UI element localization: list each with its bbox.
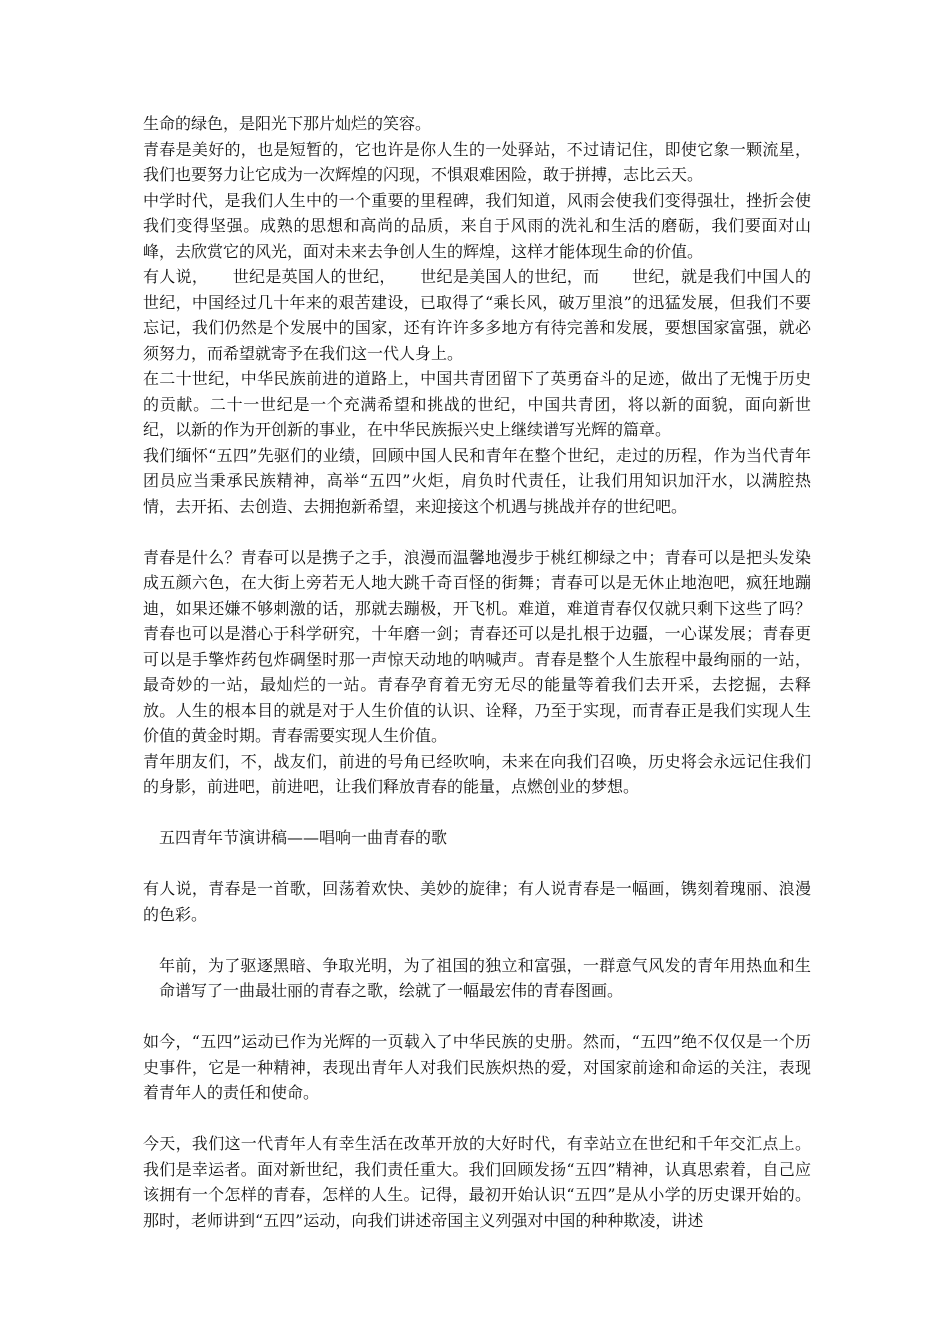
blank-line xyxy=(143,851,811,877)
blank-line xyxy=(143,1004,811,1030)
paragraph-5: 在二十世纪，中华民族前进的道路上，中国共青团留下了英勇奋斗的足迹，做出了无愧于历史的贡献。二十一世纪是一个充满希望和挑战的世纪，中国共青团，将以新的面貌，面向新世纪，以新的作为开创新的事业，在中华民族振兴史上继续谱写光辉的篇章。 xyxy=(143,369,811,439)
paragraph-4: 有人说， 世纪是英国人的世纪， 世纪是美国人的世纪，而 世纪，就是我们中国人的世纪，中国经过几十年来的艰苦建设，已取得了“乘长风，破万里浪”的迅猛发展，但我们不要忘记，我们仍然是个发展中的国家，还有许许多多地方有待完善和发展，要想国家富强，就必须努力，而希望就寄予在我们这一代人身上。 xyxy=(143,267,811,363)
blank-line xyxy=(143,800,811,826)
paragraph-8: 青年朋友们，不，战友们，前进的号角已经吹响，未来在向我们召唤，历史将会永远记住我们的身影，前进吧，前进吧，让我们释放青春的能量，点燃创业的梦想。 xyxy=(143,751,811,796)
paragraph-2: 青春是美好的，也是短暂的，它也许是你人生的一处驿站，不过请记住，即使它象一颗流星，我们也要努力让它成为一次辉煌的闪现，不惧艰难困险，敢于拼搏，志比云天。 xyxy=(143,139,811,184)
blank-line xyxy=(143,927,811,953)
paragraph-3: 中学时代，是我们人生中的一个重要的里程碑，我们知道，风雨会使我们变得强壮，挫折会使我们变得坚强。成熟的思想和高尚的品质，来自于风雨的洗礼和生活的磨砺，我们要面对山峰，去欣赏它的风光，面对未来去争创人生的辉煌，这样才能体现生命的价值。 xyxy=(143,190,811,261)
paragraph-6: 我们缅怀“五四”先驱们的业绩，回顾中国人民和青年在整个世纪，走过的历程，作为当代青年团员应当秉承民族精神，高举“五四”火炬，肩负时代责任，让我们用知识加汗水，以满腔热情，去开拓、去创造、去拥抱新希望，来迎接这个机遇与挑战并存的世纪吧。 xyxy=(143,445,811,516)
paragraph-9: 有人说，青春是一首歌，回荡着欢快、美妙的旋律；有人说青春是一幅画，镌刻着瑰丽、浪漫的色彩。 xyxy=(143,879,811,924)
paragraph-10: 年前，为了驱逐黑暗、争取光明，为了祖国的独立和富强，一群意气风发的青年用热血和生命谱写了一曲最壮丽的青春之歌，绘就了一幅最宏伟的青春图画。 xyxy=(159,955,811,1000)
blank-line xyxy=(143,1106,811,1132)
section-heading: 五四青年节演讲稿——唱响一曲青春的歌 xyxy=(159,828,448,847)
blank-line xyxy=(143,519,811,545)
paragraph-1: 生命的绿色，是阳光下那片灿烂的笑容。 xyxy=(143,114,432,133)
paragraph-11: 如今，“五四”运动已作为光辉的一页载入了中华民族的史册。然而，“五四”绝不仅仅是一个历史事件，它是一种精神，表现出青年人对我们民族炽热的爱，对国家前途和命运的关注，表现着青年人的责任和使命。 xyxy=(143,1032,811,1102)
paragraph-7: 青春是什么？青春可以是携子之手，浪漫而温馨地漫步于桃红柳绿之中；青春可以是把头发染成五颜六色，在大街上旁若无人地大跳千奇百怪的街舞；青春可以是无休止地泡吧，疯狂地蹦迪，如果还嫌不够刺激的话，那就去蹦极，开飞机。难道，难道青春仅仅就只剩下这些了吗？青春也可以是潜心于科学研究，十年磨一剑；青春还可以是扎根于边疆，一心谋发展；青春更可以是手擎炸药包炸碉堡时那一声惊天动地的呐喊声。青春是整个人生旅程中最绚丽的一站，最奇妙的一站，最灿烂的一站。青春孕育着无穷无尽的能量等着我们去开采，去挖掘，去释放。人生的根本目的就是对于人生价值的认识、诠释，乃至于实现，而青春正是我们实现人生价值的黄金时期。青春需要实现人生价值。 xyxy=(143,547,811,745)
paragraph-12: 今天，我们这一代青年人有幸生活在改革开放的大好时代，有幸站立在世纪和千年交汇点上。我们是幸运者。面对新世纪，我们责任重大。我们回顾发扬“五四”精神，认真思索着，自己应该拥有一个怎样的青春，怎样的人生。记得，最初开始认识“五四”是从小学的历史课开始的。那时，老师讲到“五四”运动，向我们讲述帝国主义列强对中国的种种欺凌，讲述 xyxy=(143,1134,811,1230)
document-body xyxy=(143,111,811,1233)
